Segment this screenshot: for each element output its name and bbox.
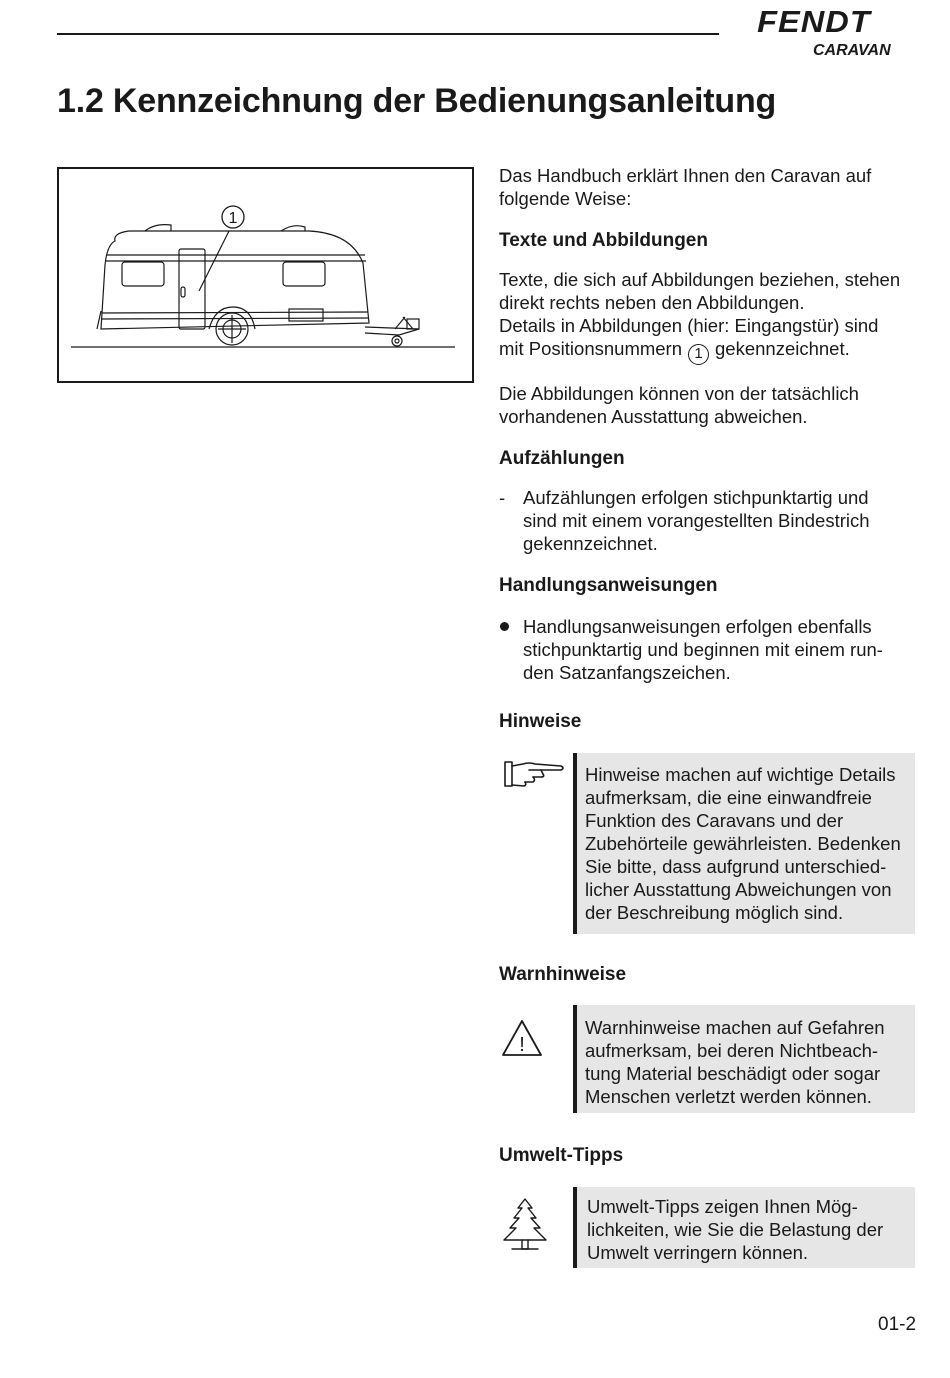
note-line: der Beschreibung möglich sind. (585, 902, 844, 923)
tree-icon (498, 1196, 552, 1257)
paragraph-line: vorhandenen Ausstattung abweichen. (499, 406, 808, 427)
note-line: lichkeiten, wie Sie die Belastung der (587, 1219, 884, 1240)
hinweise-note-box (573, 753, 915, 934)
paragraph-line: Details in Abbildungen (hier: Eingangstür) sind (499, 315, 879, 336)
list-line: sind mit einem vorangestellten Bindestrich (523, 510, 870, 531)
note-line: Umwelt-Tipps zeigen Ihnen Mög- (587, 1196, 858, 1217)
dash-marker: - (499, 487, 506, 508)
list-line: Aufzählungen erfolgen stichpunktartig und (523, 487, 869, 508)
heading-texte-und-abbildungen: Texte und Abbildungen (499, 230, 708, 251)
figure-position-number: 1 (228, 210, 238, 227)
heading-handlungsanweisungen: Handlungsanweisungen (499, 575, 718, 596)
fendt-caravan-logo (755, 4, 905, 60)
heading-warnhinweise: Warnhinweise (499, 964, 627, 985)
caravan-figure (57, 167, 474, 383)
header-rule (57, 33, 719, 35)
bullet-icon (500, 622, 509, 631)
note-line: Menschen verletzt werden können. (585, 1086, 872, 1107)
note-line: aufmerksam, bei deren Nichtbeach- (585, 1040, 879, 1061)
abbildungen-hint-paragraph (499, 382, 919, 428)
note-line: Funktion des Caravans und der (585, 810, 844, 831)
note-line: Zubehörteile gewährleisten. Bedenken (585, 833, 901, 854)
note-line: Warnhinweise machen auf Gefahren (585, 1017, 885, 1038)
paragraph-line-with-position-number (499, 337, 919, 365)
warning-triangle-icon (500, 1018, 544, 1063)
svg-text:FENDT: FENDT (757, 4, 871, 39)
note-line: aufmerksam, die eine einwandfreie (585, 787, 872, 808)
page-title: 1.2 Kennzeichnung der Bedienungsanleitung (57, 82, 777, 120)
dash-list-item (499, 486, 919, 556)
pointing-hand-icon (503, 758, 567, 795)
list-line: Handlungsanweisungen erfolgen ebenfalls (523, 616, 872, 637)
position-text-before: mit Positionsnummern (499, 338, 683, 359)
bullet-list-item (499, 615, 919, 685)
position-text-after: gekennzeichnet. (715, 338, 850, 359)
warning-glyph: ! (519, 1034, 525, 1056)
note-line: licher Ausstattung Abweichungen von (585, 879, 892, 900)
list-line: den Satzanfangszeichen. (523, 662, 731, 683)
note-line: tung Material beschädigt oder sogar (585, 1063, 881, 1084)
list-line: stichpunktartig und beginnen mit einem run- (523, 639, 883, 660)
intro-line: folgende Weise: (499, 188, 632, 209)
note-line: Umwelt verringern können. (587, 1242, 809, 1263)
caravan-drawing (59, 169, 472, 381)
intro-line: Das Handbuch erklärt Ihnen den Caravan auf (499, 165, 872, 186)
list-item-text (523, 615, 883, 684)
note-line: Hinweise machen auf wichtige Details (585, 764, 896, 785)
note-line: Sie bitte, dass aufgrund unterschied- (585, 856, 887, 877)
heading-aufzaehlungen: Aufzählungen (499, 448, 625, 469)
intro-paragraph (499, 164, 919, 210)
paragraph-line: Texte, die sich auf Abbildungen beziehen, stehen (499, 269, 901, 290)
texte-paragraph (499, 268, 919, 365)
umwelt-note-box (573, 1187, 915, 1268)
heading-umwelt-tipps: Umwelt-Tipps (499, 1145, 624, 1166)
list-line: gekennzeichnet. (523, 533, 658, 554)
paragraph-line: direkt rechts neben den Abbildungen. (499, 292, 805, 313)
page-number: 01-2 (878, 1314, 917, 1335)
paragraph-line: Die Abbildungen können von der tatsächlich (499, 383, 859, 404)
warnhinweise-note-box (573, 1005, 915, 1113)
svg-text:CARAVAN: CARAVAN (813, 42, 891, 59)
heading-hinweise: Hinweise (499, 711, 582, 732)
position-number-badge: 1 (688, 344, 709, 365)
list-item-text (523, 486, 870, 555)
